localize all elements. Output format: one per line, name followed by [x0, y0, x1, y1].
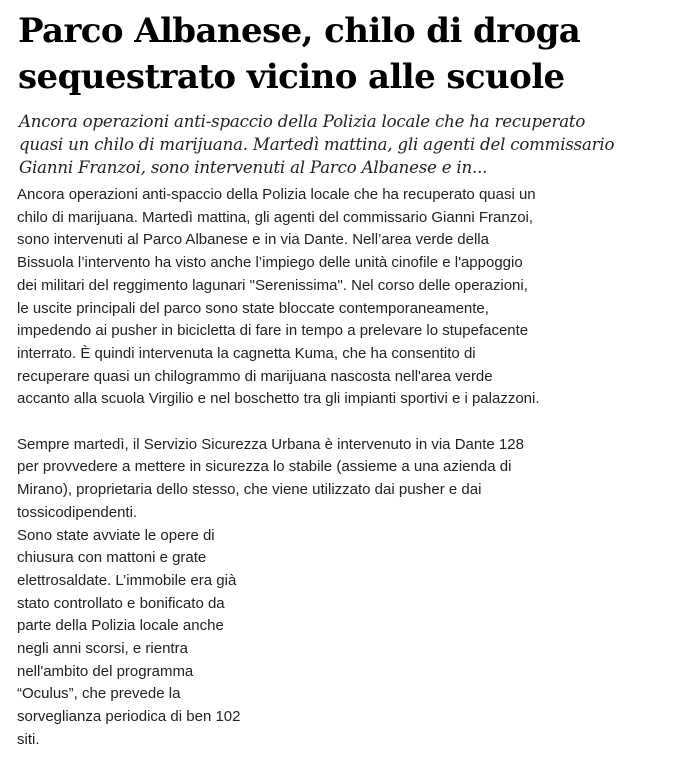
summary-line: Ancora operazioni anti-spaccio della Polizia locale che ha recuperato: [19, 112, 586, 131]
body-line: parte della Polizia locale anche: [17, 617, 224, 635]
body-line: interrato. È quindi intervenuta la cagnetta Kuma, che ha consentito di: [17, 344, 476, 362]
body-line: Bissuola l’intervento ha visto anche l’impiego delle unità cinofile e l'appoggio: [17, 254, 523, 272]
summary-line: Gianni Franzoi, sono intervenuti al Parco Albanese e in...: [19, 158, 488, 177]
summary-line: quasi un chilo di marijuana. Martedì mattina, gli agenti del commissario: [19, 135, 615, 154]
body-line: per provvedere a mettere in sicurezza lo stabile (assieme a una azienda di: [17, 458, 512, 476]
body-paragraph-2: [17, 434, 672, 525]
headline-line: sequestrato vicino alle scuole: [18, 57, 565, 97]
body-paragraph-3: [17, 525, 672, 752]
body-line: le uscite principali del parco sono state bloccate contemporaneamente,: [17, 299, 489, 317]
article-summary: [19, 110, 669, 179]
body-line: Sempre martedì, il Servizio Sicurezza Urbana è intervenuto in via Dante 128: [17, 435, 524, 453]
headline-line: Parco Albanese, chilo di droga: [18, 11, 581, 51]
body-line: chilo di marijuana. Martedì mattina, gli agenti del commissario Gianni Franzoi,: [17, 208, 534, 226]
body-line: chiusura con mattoni e grate: [17, 549, 207, 567]
body-line: sono intervenuti al Parco Albanese e in via Dante. Nell’area verde della: [17, 231, 489, 249]
body-line: tossicodipendenti.: [17, 503, 138, 521]
body-line: accanto alla scuola Virgilio e nel boschetto tra gli impianti sportivi e i palazzoni.: [17, 390, 540, 408]
body-line: siti.: [17, 730, 40, 748]
body-line: recuperare quasi un chilogrammo di marijuana nascosta nell'area verde: [17, 367, 493, 385]
article-body: [17, 184, 672, 752]
body-line: “Oculus”, che prevede la: [17, 685, 181, 703]
body-line: negli anni scorsi, e rientra: [17, 640, 188, 658]
body-line: stato controllato e bonificato da: [17, 594, 225, 612]
body-line: impedendo ai pusher in bicicletta di fare in tempo a prelevare lo stupefacente: [17, 322, 529, 340]
body-line: elettrosaldate. L’immobile era già: [17, 571, 237, 589]
body-line: Sono state avviate le opere di: [17, 526, 215, 544]
body-line: Mirano), proprietaria dello stesso, che viene utilizzato dai pusher e dai: [17, 481, 482, 499]
body-line: sorveglianza periodica di ben 102: [17, 708, 241, 726]
article-headline: [18, 8, 668, 100]
body-line: nell'ambito del programma: [17, 662, 194, 680]
body-paragraph-1: [17, 184, 672, 411]
paragraph-spacer: [17, 411, 672, 434]
body-line: dei militari del reggimento lagunari "Serenissima". Nel corso delle operazioni,: [17, 276, 528, 294]
body-line: Ancora operazioni anti-spaccio della Polizia locale che ha recuperato quasi un: [17, 186, 536, 203]
